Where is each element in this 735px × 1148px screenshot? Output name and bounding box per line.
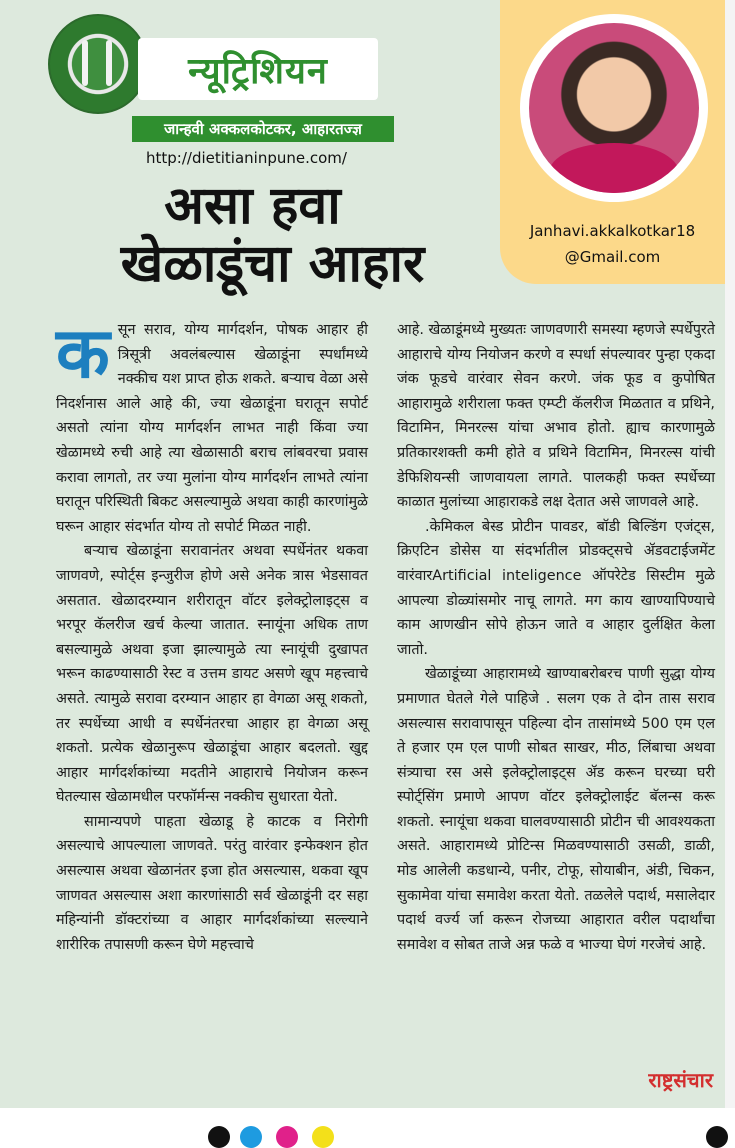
author-byline: जान्हवी अक्कलकोटकर, आहारतज्ज्ञ — [132, 116, 394, 142]
section-title: न्यूट्रिशियन — [188, 50, 328, 92]
dropcap: क — [56, 312, 110, 394]
print-margin — [0, 1108, 735, 1133]
author-email — [500, 218, 725, 270]
print-registration-mark — [240, 1126, 262, 1148]
paragraph-text: सून सराव, योग्य मार्गदर्शन, पोषक आहार ही त्रिसूत्री अवलंबल्यास खेळाडूंना स्पर्धांमध्ये नक्कीच यश प्राप्त होऊ शकते. बऱ्याच वेळा असे निदर्शनास आले आहे की, ज्या खेळाडूंना घरातून सपोर्ट असतो त्यांना योग्य मार्गदर्शन लाभत नाही किंवा ज्या खेळामध्ये रुची आहे त्या खेळासाठी बराच लांबवरचा प्रवास करावा लागतो, तर ज्या मुलांना योग्य मार्गदर्शन लाभते त्यांना घरातून परिस्थिती बिकट असल्यामुळे अथवा काही कारणांमुळे घरून आहार संदर्भात योग्य तो सपोर्ट मिळत नाही. — [56, 322, 368, 535]
knife-icon — [106, 40, 112, 86]
article-paragraph — [56, 312, 368, 539]
author-photo-shirt — [549, 143, 679, 193]
headline-line1: असा हवा — [164, 176, 341, 236]
article-paragraph: आहे. खेळाडूंमध्ये मुख्यतः जाणवणारी समस्या म्हणजे स्पर्धेपुरते आहाराचे योग्य नियोजन करणे व स्पर्धा संपल्यावर पुन्हा एकदा जंक फूडचे वारंवार सेवन करणे. जंक फूड व कुपोषित आहारामुळे शरीराला फक्त एम्प्टी कॅलरीज मिळतात व प्रथिने, विटामिन, मिनरल्स यांचा अभाव होतो. ह्याच कारणामुळे प्रतिकारशक्ती कमी होते व प्रथिने विटामिन, मिनरल्स यांची डेफिशियन्सी जाणवायला लागते. पालकही फक्त स्पर्धेच्या काळात मुलांच्या आहाराकडे लक्ष देतात असे जाणवले आहे. — [397, 322, 715, 511]
fork-icon — [82, 40, 88, 86]
print-registration-mark — [276, 1126, 298, 1148]
fork-knife-plate-icon — [48, 14, 148, 114]
article-paragraph: .केमिकल बेस्ड प्रोटीन पावडर, बॉडी बिल्डिंग एजंट्स, क्रिएटिन डोसेस या संदर्भातील प्रोडक्ट्सचे ॲडवटाईजमेंट वारंवारArtificial inteligence ऑपरेटेड सिस्टीम मुळे आपल्या डोळ्यांसमोर नाचू लागते. मग काय खाण्यापिण्याचे काम आणखीन सोपे होऊन जाते व आहार दुर्लक्षित केला जातो. — [397, 518, 715, 658]
article-paragraph: खेळाडूंच्या आहारामध्ये खाण्याबरोबरच पाणी सुद्धा योग्य प्रमाणात घेतले गेले पाहिजे . सलग एक ते दोन तास सराव असल्यास सरावापासून पहिल्या दोन तासांमध्ये 500 एम एल ते हजार एम एल पाणी सोबत साखर, मीठ, लिंबाचा अथवा संत्र्याचा रस असे इलेक्ट्रोलाइट्स ॲड करून घरच्या घरी स्पोर्ट्सिंग प्रमाणे आपण वॉटर इलेक्ट्रोलाईट बॅलन्स करू शकतो. स्नायूंचा थकवा घालवण्यासाठी प्रोटीन ची आवश्यकता असते. आहारामध्ये प्रोटिन्स मिळवण्यासाठी उसळी, डाळी, मोड आलेली कडधान्ये, पनीर, टोफू, सोयाबीन, अंडी, चिकन, सुकामेवा यांचा समावेश करता येतो. तळलेले पदार्थ, मसालेदार पदार्थ वर्ज्य र्जा करून रोजच्या आहारात वरील पदार्थांचा समावेश व सोबत ताजे अन्न फळे व भाज्या घेणं गरजेचं आहे. — [397, 666, 715, 953]
print-registration-mark — [706, 1126, 728, 1148]
website-link[interactable]: http://dietitianinpune.com/ — [146, 149, 347, 167]
author-email-line1: Janhavi.akkalkotkar18 — [529, 222, 696, 240]
page-edge — [725, 0, 735, 1133]
article-column-right — [397, 318, 715, 957]
headline-line2: खेळाडूंचा आहार — [120, 234, 425, 294]
print-registration-mark — [312, 1126, 334, 1148]
newspaper-brand: राष्ट्रसंचार — [648, 1068, 713, 1092]
author-photo-frame — [520, 14, 708, 202]
print-registration-mark — [208, 1126, 230, 1148]
author-photo — [529, 23, 699, 193]
author-email-line2: @Gmail.com — [564, 248, 661, 266]
section-banner — [138, 38, 378, 100]
article-paragraph: सामान्यपणे पाहता खेळाडू हे काटक व निरोगी असल्याचे आपल्याला जाणवते. परंतु वारंवार इन्फेक्शन होत असल्यास अथवा खेळानंतर इजा होत असल्यास, थकवा खूप जाणवत असल्यास अशा कारणांसाठी सर्व खेळाडूंनी दर सहा महिन्यांनी डॉक्टरांच्या व आहार मार्गदर्शकांच्या सल्ल्याने शारीरिक तपासणी करून घेणे महत्त्वाचे — [56, 813, 368, 953]
article-column-left — [56, 312, 368, 957]
article-paragraph: बऱ्याच खेळाडूंना सरावानंतर अथवा स्पर्धेनंतर थकवा जाणवणे, स्पोर्ट्स इन्जुरीज होणे असे अनेक त्रास भेडसावत असतात. खेळादरम्यान शरीरातून वॉटर इलेक्ट्रोलाइट्स व भरपूर कॅलरीज खर्च केल्या जातात. स्नायूंना अधिक ताण बसल्यामुळे अथवा इजा झाल्यामुळे त्या स्नायूंची दुखापत भरून काढण्यासाठी रेस्ट व उत्तम डायट असणे खूप महत्त्वाचे असते. त्यामुळे सरावा दरम्यान आहार हा वेगळा असू शकतो, तर स्पर्धेच्या आधी व स्पर्धेनंतरचा आहार हा वेगळा असू शकतो. प्रत्येक खेळानुरूप खेळाडूंचा आहार बदलतो. खुद्द आहार मार्गदर्शकांच्या मदतीने आहाराचे नियोजन करून घेतल्यास खेळामधील परफॉर्मन्स नक्कीच सुधारता येतो. — [56, 543, 368, 806]
author-box — [500, 0, 725, 284]
